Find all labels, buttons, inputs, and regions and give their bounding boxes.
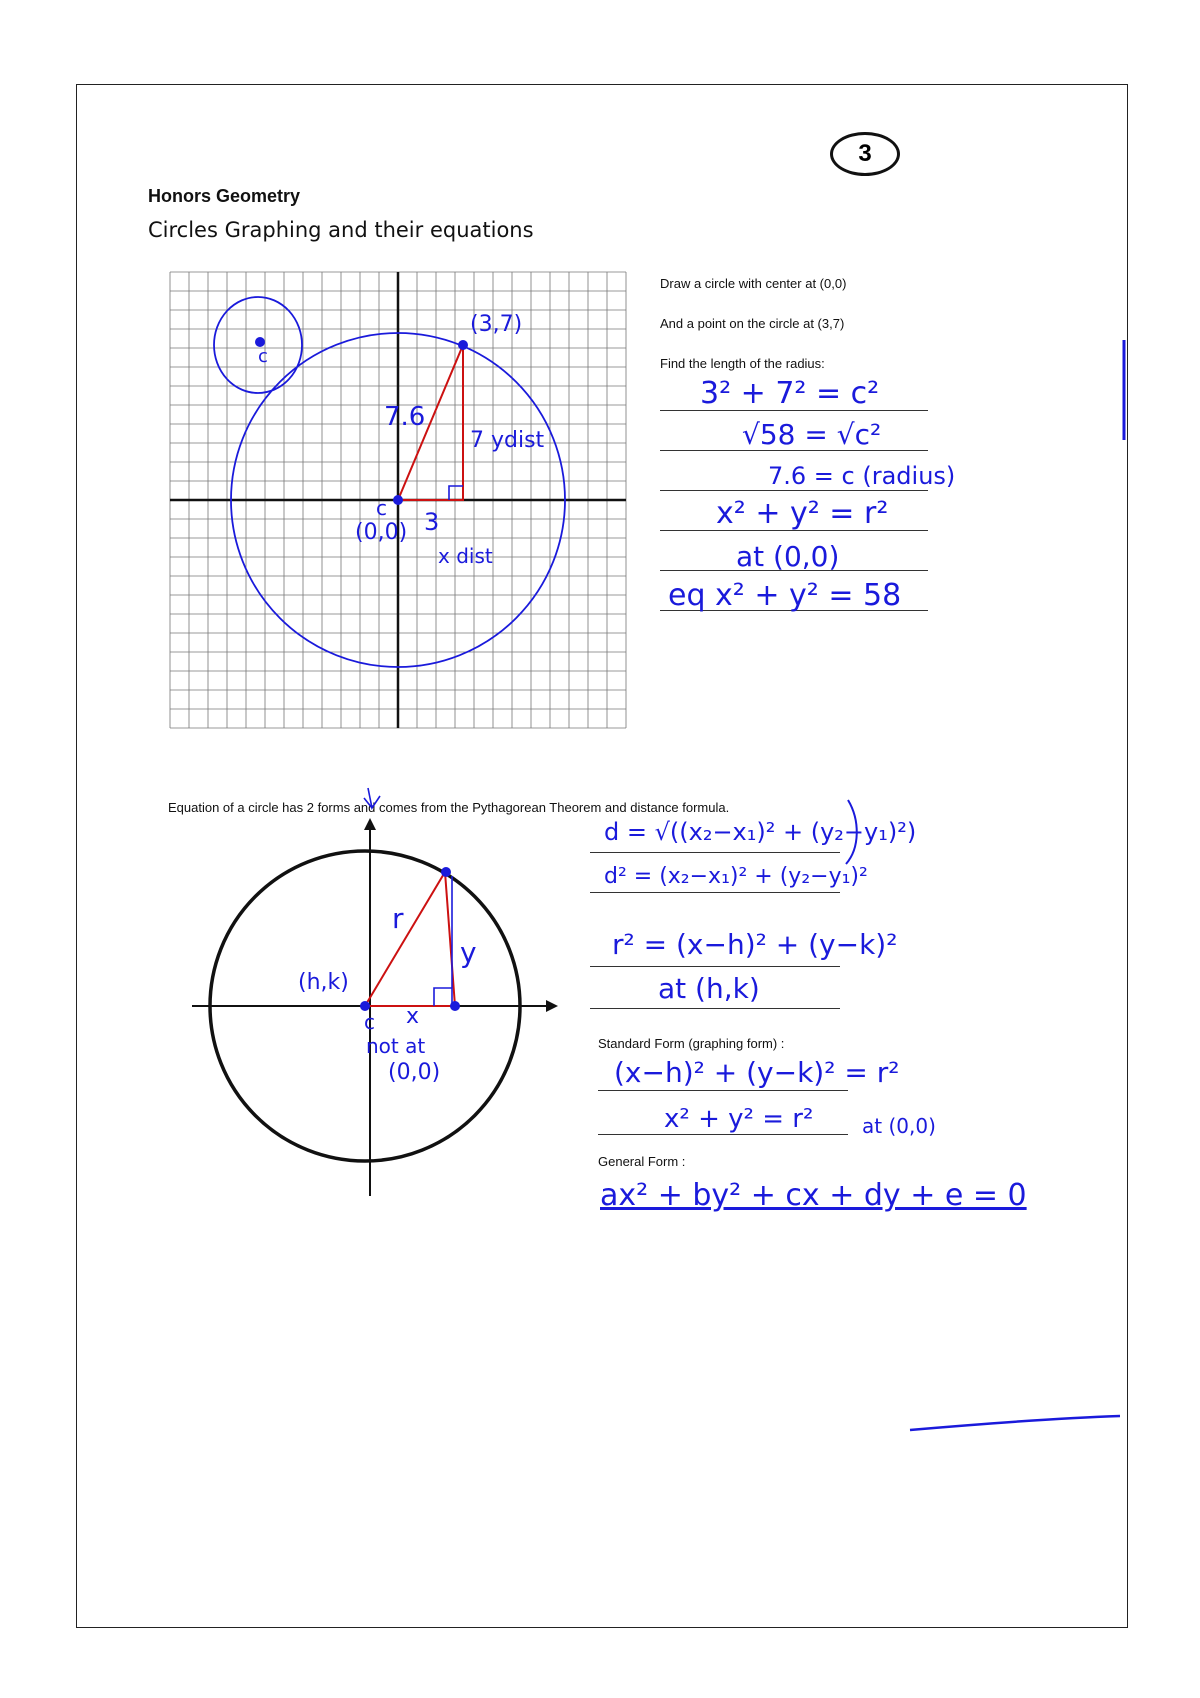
diagram-label-r: r <box>392 902 404 935</box>
standard-form-eq: (x−h)² + (y−k)² = r² <box>614 1056 900 1089</box>
label-center-c: c <box>376 496 387 520</box>
label-x-3: 3 <box>424 508 440 536</box>
standard-origin-note: at (0,0) <box>862 1114 936 1138</box>
label-xdist: x dist <box>438 544 493 568</box>
label-origin: (0,0) <box>355 520 408 545</box>
worksheet-title: Circles Graphing and their equations <box>148 218 534 242</box>
label-hyp-7-6: 7.6 <box>384 402 426 432</box>
diagram-label-not-at: not at <box>366 1034 426 1058</box>
prompt-1: Draw a circle with center at (0,0) <box>660 276 847 291</box>
standard-form-label: Standard Form (graphing form) : <box>598 1036 785 1051</box>
diagram-label-c: c <box>364 1010 375 1034</box>
diagram-label-hk: (h,k) <box>298 970 349 995</box>
prompt-2: And a point on the circle at (3,7) <box>660 316 845 331</box>
derivation-radius-eq: r² = (x−h)² + (y−k)² <box>612 928 898 961</box>
label-small-c: c <box>258 346 268 367</box>
general-form-label: General Form : <box>598 1154 686 1169</box>
course-title: Honors Geometry <box>148 186 301 206</box>
diagram-label-x: x <box>406 1004 420 1029</box>
work-line-5: at (0,0) <box>736 540 840 573</box>
label-point-3-7: (3,7) <box>470 312 523 337</box>
derivation-distance: d = √((x₂−x₁)² + (y₂−y₁)²) <box>604 818 917 846</box>
general-form-eq: ax² + by² + cx + dy + e = 0 <box>600 1178 1027 1213</box>
prompt-3: Find the length of the radius: <box>660 356 825 371</box>
standard-origin-eq: x² + y² = r² <box>664 1104 814 1134</box>
page-number: 3 <box>830 132 900 176</box>
work-line-2: √58 = √c² <box>742 418 882 451</box>
diagram-label-y: y <box>460 936 477 969</box>
derivation-distance-squared: d² = (x₂−x₁)² + (y₂−y₁)² <box>604 864 868 889</box>
work-line-6: eq x² + y² = 58 <box>668 578 902 613</box>
work-line-1: 3² + 7² = c² <box>700 376 880 411</box>
equation-intro: Equation of a circle has 2 forms and comes from the Pythagorean Theorem and distance formula. <box>168 800 730 815</box>
label-ydist: 7 ydist <box>470 428 545 453</box>
work-line-4: x² + y² = r² <box>716 496 889 531</box>
diagram-label-zero: (0,0) <box>388 1060 441 1085</box>
derivation-at-hk: at (h,k) <box>658 972 760 1005</box>
work-line-3: 7.6 = c (radius) <box>768 462 956 490</box>
